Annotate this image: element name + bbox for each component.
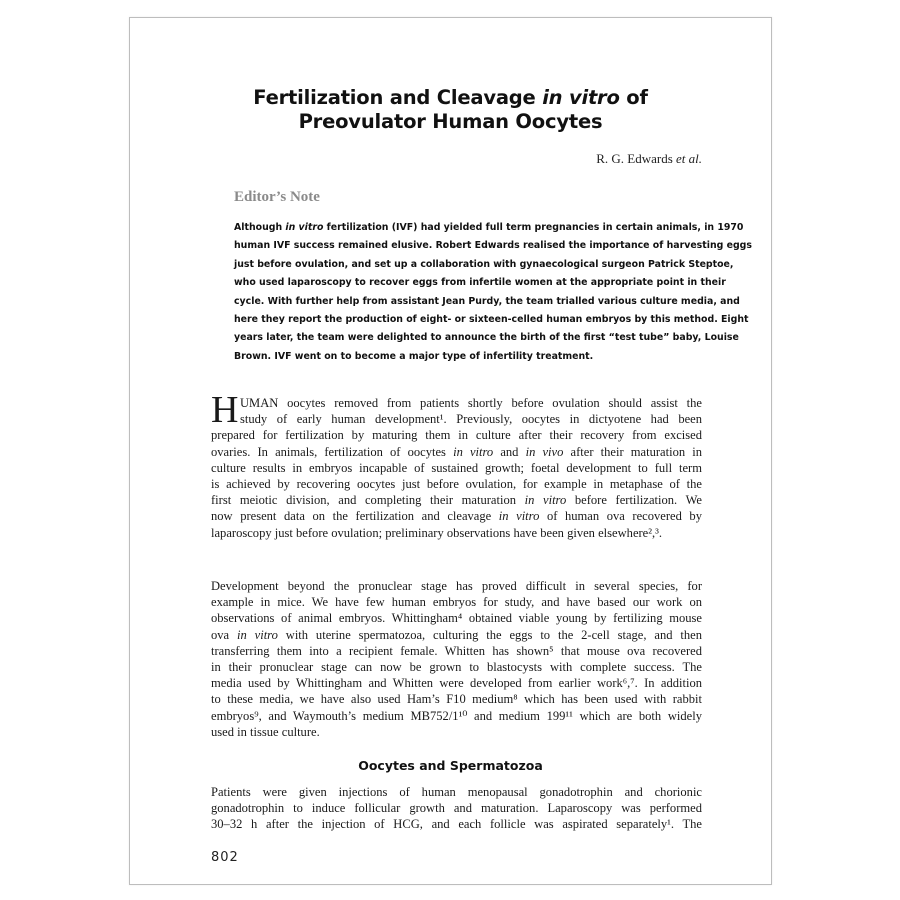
- author-byline: R. G. Edwards et al.: [596, 151, 702, 166]
- body-line: now present data on the fertilization and cleavage in vitro of human ova recovered by: [211, 509, 702, 524]
- editors-note-line: Although in vitro fertilization (IVF) had yielded full term pregnancies in certain animals, in 1970: [234, 222, 744, 233]
- body-line: example in mice. We have few human embryos for study, and have based our work on: [211, 595, 702, 610]
- editors-note-line: Brown. IVF went on to become a major type of infertility treatment.: [234, 350, 594, 362]
- body-line: prepared for fertilization by maturing them in culture after their recovery from excised: [211, 428, 702, 443]
- article-title: [130, 86, 771, 134]
- body-line: 30–32 h after the injection of HCG, and each follicle was aspirated separately¹. The: [211, 817, 702, 832]
- section-heading: Oocytes and Spermatozoa: [358, 758, 543, 773]
- body-line: study of early human development¹. Previously, oocytes in dictyotene had been: [240, 412, 702, 427]
- editors-note-line: human IVF success remained elusive. Robert Edwards realised the importance of harvesting eggs: [234, 240, 752, 252]
- editors-note-line: cycle. With further help from assistant Jean Purdy, the team trialled various culture media, and: [234, 295, 740, 307]
- body-line: Development beyond the pronuclear stage has proved difficult in several species, for: [211, 579, 702, 593]
- body-line: in their pronuclear stage can now be grown to blastocysts with complete success. The: [211, 660, 702, 675]
- body-line: embryos⁹, and Waymouth’s medium MB752/1¹⁰ and medium 199¹¹ which are both widely: [211, 708, 702, 723]
- page-number: 802: [211, 850, 239, 865]
- body-line: gonadotrophin to induce follicular growth and maturation. Laparoscopy was performed: [211, 801, 702, 816]
- title-line2: Preovulator Human Oocytes: [298, 110, 603, 133]
- body-line: ova in vitro with uterine spermatozoa, culturing the eggs to the 2-cell stage, and then: [211, 627, 702, 642]
- title-line1: Fertilization and Cleavage in vitro of: [253, 86, 648, 109]
- body-line: UMAN oocytes removed from patients shortly before ovulation should assist the: [240, 396, 702, 410]
- body-line: culture results in embryos incapable of sustained growth; foetal development to full term: [211, 460, 702, 475]
- body-line: media used by Whittingham and Whitten were developed from earlier work⁶,⁷. In addition: [211, 676, 702, 691]
- editors-note-line: here they report the production of eight- or sixteen-celled human embryos by this method. Eight: [234, 314, 749, 326]
- body-line: ovaries. In animals, fertilization of oocytes in vitro and in vivo after their maturation in: [211, 444, 703, 459]
- body-paragraph-2: [211, 578, 702, 740]
- body-line: is achieved by recovering oocytes just before ovulation, for example in metaphase of the: [211, 477, 702, 492]
- body-paragraph-3: [211, 784, 702, 833]
- body-line: used in tissue culture.: [211, 724, 320, 739]
- editors-note-heading: Editor’s Note: [234, 189, 320, 205]
- body-line: Patients were given injections of human menopausal gonadotrophin and chorionic: [211, 785, 702, 799]
- body-paragraph-1: [211, 389, 703, 541]
- editors-note-text: [234, 219, 752, 366]
- drop-cap: H: [211, 389, 239, 431]
- body-line: transferring them into a recipient female. Whitten has shown⁵ that mouse ova recovered: [211, 643, 702, 658]
- editors-note-line: who used laparoscopy to recover eggs from infertile women at the appropriate point in their: [234, 277, 726, 289]
- body-line: to these media, we have also used Ham’s F10 medium⁸ which has been used with rabbit: [211, 692, 702, 707]
- paper-page: [129, 17, 772, 885]
- editors-note-line: just before ovulation, and set up a collaboration with gynaecological surgeon Patrick Steptoe,: [234, 258, 734, 270]
- body-line: first meiotic division, and completing their maturation in vitro before fertilization. We: [211, 493, 702, 508]
- body-line: observations of animal embryos. Whittingham⁴ obtained viable young by fertilizing mouse: [211, 611, 702, 626]
- body-line: laparoscopy just before ovulation; preliminary observations have been given elsewhere²,³.: [211, 525, 663, 540]
- editors-note-line: years later, the team were delighted to announce the birth of the first “test tube” baby, Louise: [234, 332, 739, 344]
